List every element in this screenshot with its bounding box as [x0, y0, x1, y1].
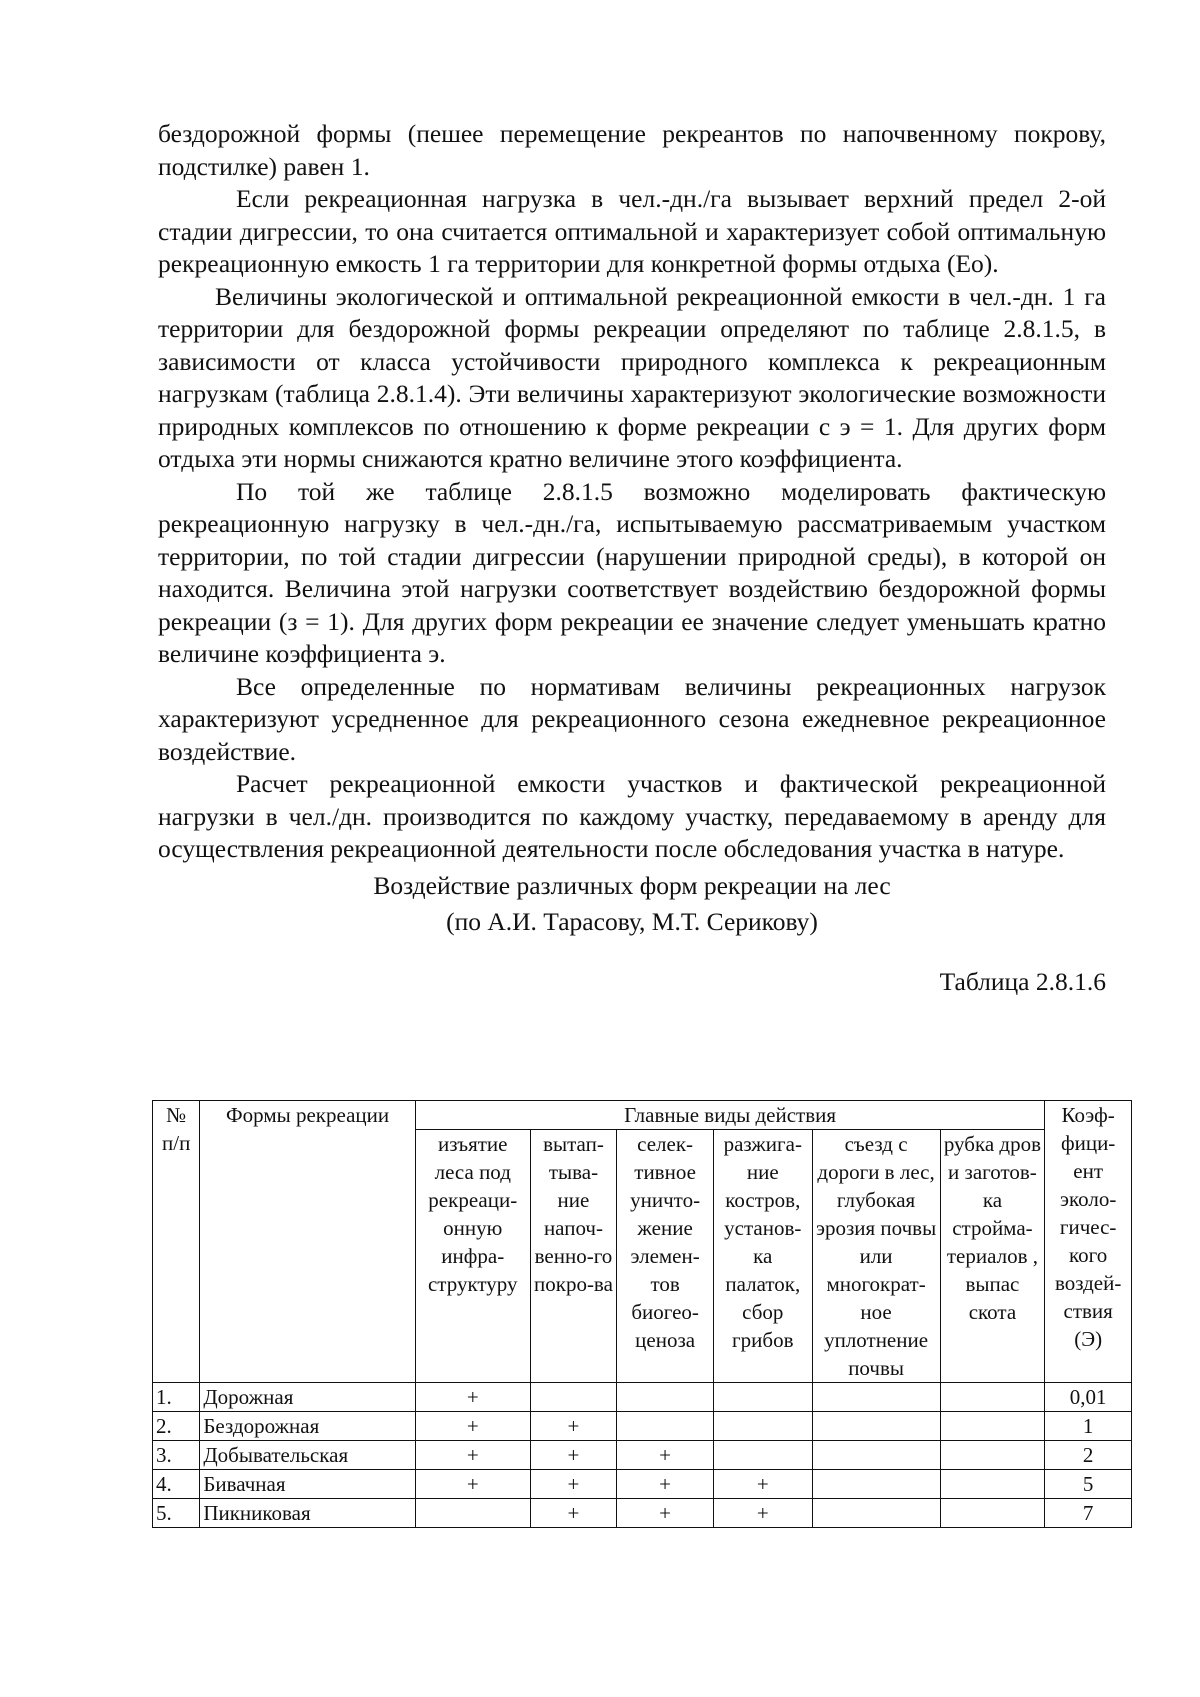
paragraph-1: бездорожной формы (пешее перемещение рекреантов по напочвенному покрову, подстилке) равен 1. [158, 119, 1106, 181]
row-mark [617, 1412, 714, 1441]
row-mark: + [415, 1383, 530, 1412]
row-coefficient: 1 [1045, 1412, 1132, 1441]
caption-authors: (по А.И. Тарасову, М.Т. Серикову) [446, 906, 818, 936]
row-mark [415, 1499, 530, 1528]
caption-title: Воздействие различных форм рекреации на лес [373, 870, 891, 900]
row-coefficient: 0,01 [1045, 1383, 1132, 1412]
row-form: Пикниковая [200, 1499, 416, 1528]
subheader-cell: селек-тивное уничто-жение элемен-тов биогео-ценоза [617, 1130, 714, 1383]
document-page [158, 118, 1106, 997]
row-form: Бивачная [200, 1470, 416, 1499]
subheader-cell: разжига-ние костров, установ-ка палаток, сбор грибов [713, 1130, 812, 1383]
row-mark [812, 1412, 940, 1441]
row-mark: + [713, 1499, 812, 1528]
recreation-impact-table [152, 1100, 1132, 1528]
row-form: Дорожная [200, 1383, 416, 1412]
header-number: № п/п [153, 1101, 200, 1383]
subheader-cell: рубка дров и заготов-ка стройма-териалов , выпас скота [940, 1130, 1045, 1383]
row-mark: + [530, 1499, 617, 1528]
row-mark: + [415, 1470, 530, 1499]
row-number: 3. [153, 1441, 200, 1470]
row-mark [530, 1383, 617, 1412]
row-coefficient: 7 [1045, 1499, 1132, 1528]
paragraph-6: Расчет рекреационной емкости участков и фактической рекреационной нагрузки в чел./дн. производится по каждому участку, передаваемому в аренду для осуществления рекреационной деятельности после обследования участка в натуре. [158, 769, 1106, 863]
row-form: Добывательская [200, 1441, 416, 1470]
row-mark [940, 1383, 1045, 1412]
row-mark: + [415, 1412, 530, 1441]
row-number: 4. [153, 1470, 200, 1499]
row-coefficient: 5 [1045, 1470, 1132, 1499]
header-coefficient: Коэф-фици-ент эколо-гичес-кого воздей-ствия (Э) [1045, 1101, 1132, 1383]
row-mark: + [415, 1441, 530, 1470]
row-mark: + [530, 1412, 617, 1441]
row-mark [713, 1383, 812, 1412]
row-mark [940, 1499, 1045, 1528]
row-mark [940, 1441, 1045, 1470]
row-number: 2. [153, 1412, 200, 1441]
table-row [153, 1499, 1132, 1528]
table-row [153, 1441, 1132, 1470]
row-number: 1. [153, 1383, 200, 1412]
paragraph-2: Если рекреационная нагрузка в чел.-дн./га вызывает верхний предел 2-ой стадии дигрессии, то она считается оптимальной и характеризует собой оптимальную рекреационную емкость 1 га территории для конкретной формы отдыха (Ео). [158, 184, 1106, 278]
row-mark [940, 1470, 1045, 1499]
row-mark [812, 1441, 940, 1470]
subheader-cell: съезд с дороги в лес, глубокая эрозия почвы или многократ-ное уплотнение почвы [812, 1130, 940, 1383]
row-number: 5. [153, 1499, 200, 1528]
row-mark: + [530, 1441, 617, 1470]
paragraph-4: По той же таблице 2.8.1.5 возможно моделировать фактическую рекреационную нагрузку в чел.-дн./га, испытываемую рассматриваемым участком территории, по той стадии дигрессии (нарушении природной среды), в которой он находится. Величина этой нагрузки соответствует воздействию бездорожной формы рекреации (з = 1). Для других форм рекреации ее значение следует уменьшать кратно величине коэффициента э. [158, 476, 1106, 668]
paragraph-3: Величины экологической и оптимальной рекреационной емкости в чел.-дн. 1 га территории для бездорожной формы рекреации определяют по таблице 2.8.1.5, в зависимости от класса устойчивости природного комплекса к рекреационным нагрузкам (таблица 2.8.1.4). Эти величины характеризуют экологические возможности природных комплексов по отношению к форме рекреации с э = 1. Для других форм отдыха эти нормы снижаются кратно величине этого коэффициента. [158, 281, 1106, 473]
row-mark [812, 1383, 940, 1412]
row-mark [940, 1412, 1045, 1441]
header-main-actions: Главные виды действия [415, 1101, 1044, 1130]
row-mark: + [617, 1470, 714, 1499]
table-row [153, 1412, 1132, 1441]
row-mark: + [713, 1470, 812, 1499]
table-number: Таблица 2.8.1.6 [939, 966, 1106, 996]
paragraph-5: Все определенные по нормативам величины рекреационных нагрузок характеризуют усредненное для рекреационного сезона ежедневное рекреационное воздействие. [158, 671, 1106, 766]
row-form: Бездорожная [200, 1412, 416, 1441]
row-mark: + [530, 1470, 617, 1499]
row-mark [713, 1412, 812, 1441]
table-row [153, 1383, 1132, 1412]
row-mark [713, 1441, 812, 1470]
table-row [153, 1470, 1132, 1499]
row-mark [812, 1470, 940, 1499]
table-caption [158, 868, 1106, 940]
row-mark [617, 1383, 714, 1412]
row-mark: + [617, 1441, 714, 1470]
row-mark: + [617, 1499, 714, 1528]
subheader-cell: изъятие леса под рекреаци-онную инфра-структуру [415, 1130, 530, 1383]
row-mark [812, 1499, 940, 1528]
table-header-row [153, 1101, 1132, 1130]
subheader-cell: вытап-тыва-ние напоч-венно-го покро-ва [530, 1130, 617, 1383]
header-forms: Формы рекреации [200, 1101, 416, 1383]
row-coefficient: 2 [1045, 1441, 1132, 1470]
